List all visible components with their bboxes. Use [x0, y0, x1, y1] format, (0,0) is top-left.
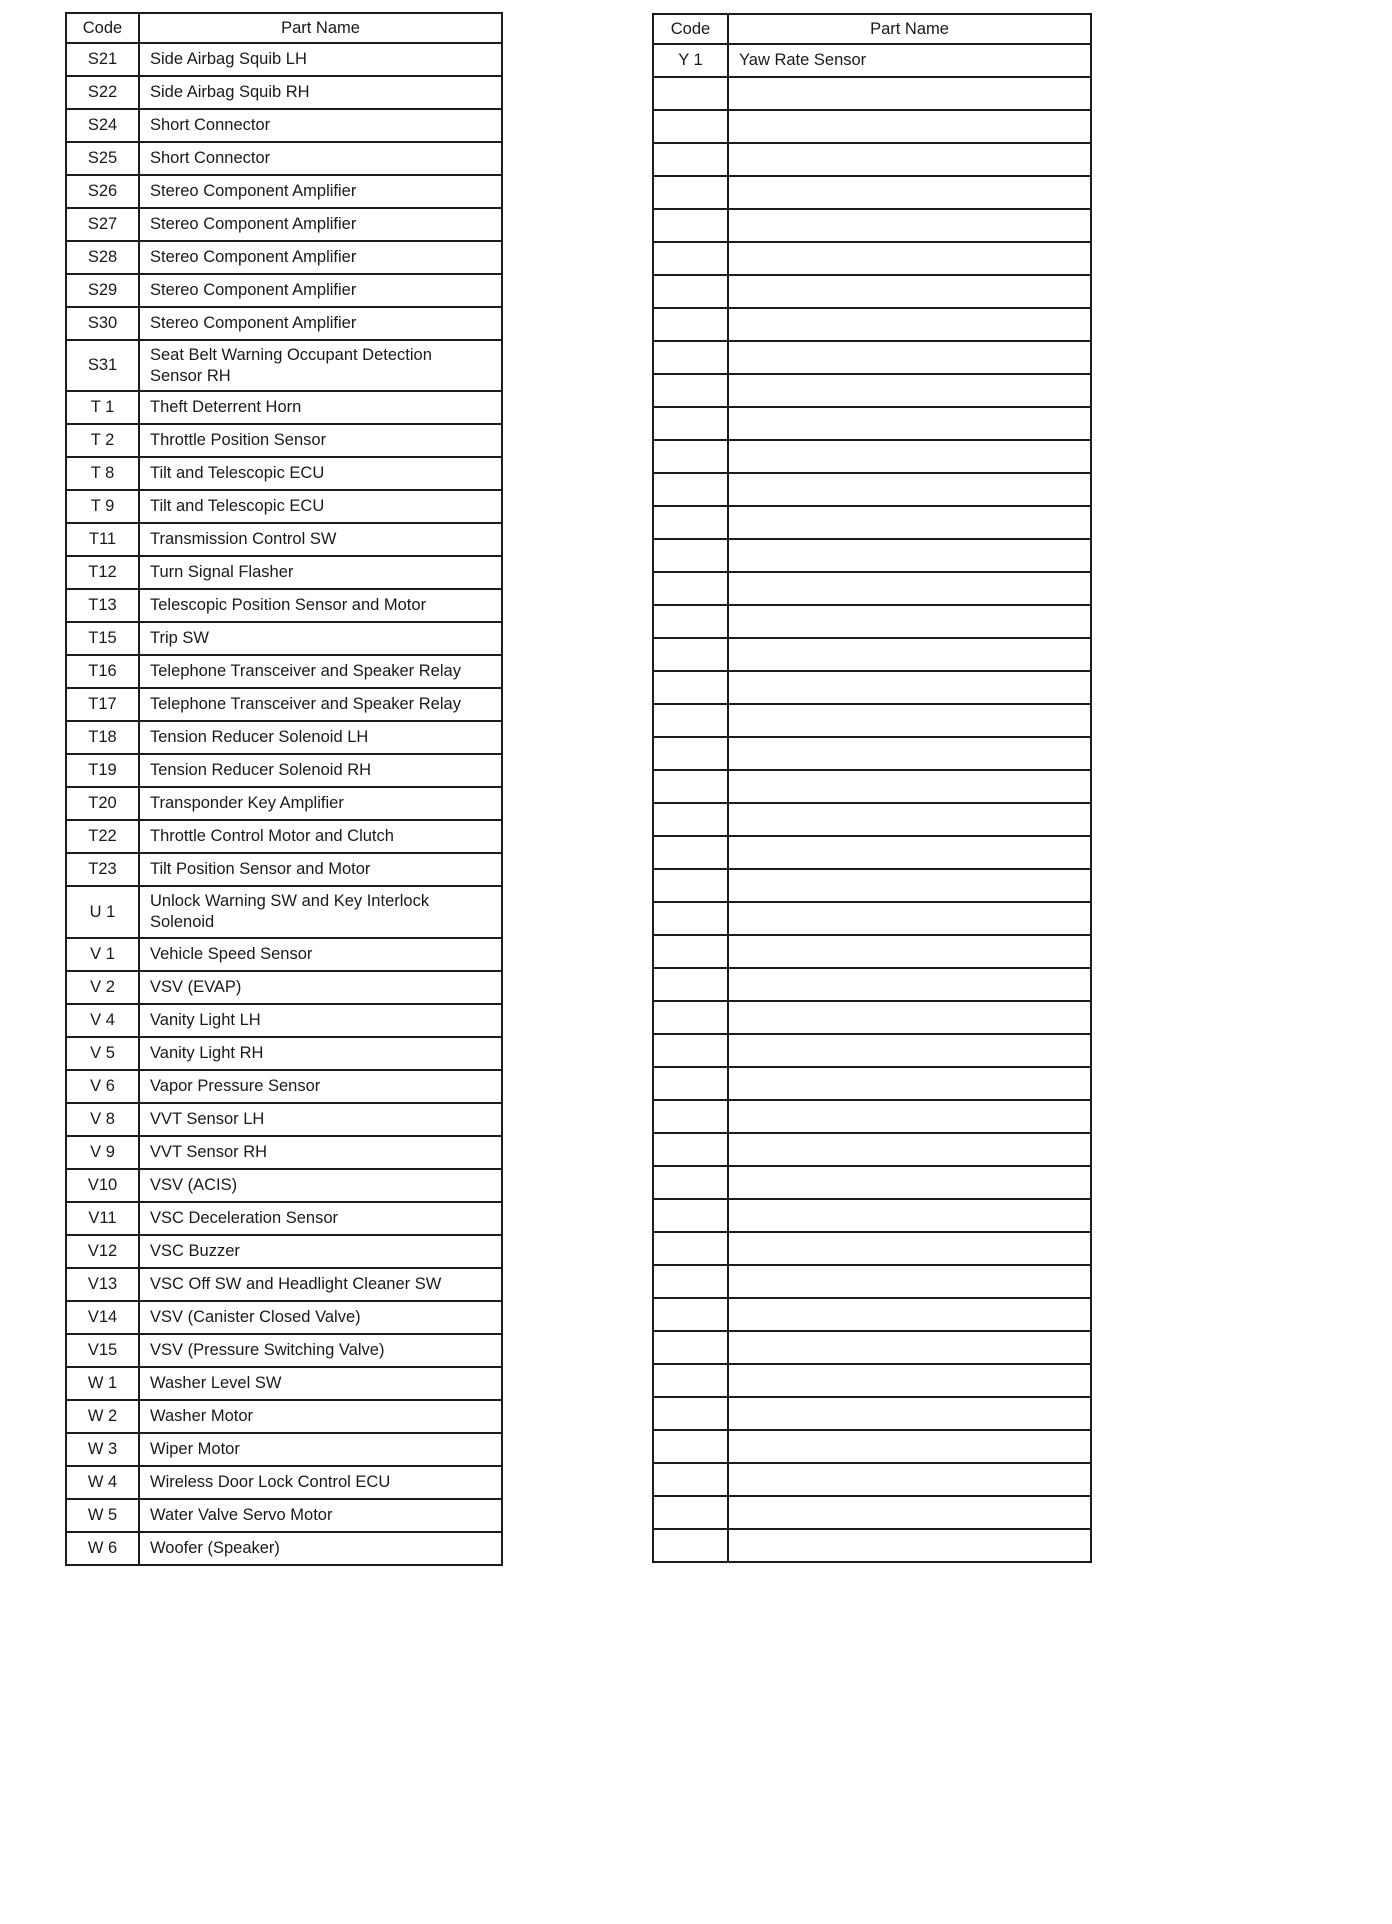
part-name-cell: Transmission Control SW [139, 523, 502, 556]
part-name-cell [728, 737, 1091, 770]
part-name-cell [728, 1265, 1091, 1298]
part-name-cell [728, 407, 1091, 440]
code-cell [653, 869, 728, 902]
empty-table-row [653, 1199, 1091, 1232]
table-row [66, 721, 502, 754]
code-cell: V14 [66, 1301, 139, 1334]
code-cell: V 5 [66, 1037, 139, 1070]
code-cell: T17 [66, 688, 139, 721]
empty-table-row [653, 143, 1091, 176]
part-name-cell: Water Valve Servo Motor [139, 1499, 502, 1532]
code-cell: T20 [66, 787, 139, 820]
code-cell [653, 242, 728, 275]
code-cell: T13 [66, 589, 139, 622]
table-row [66, 109, 502, 142]
table-row [653, 44, 1091, 77]
part-name-cell: Woofer (Speaker) [139, 1532, 502, 1565]
part-name-cell [728, 638, 1091, 671]
part-name-column-header: Part Name [728, 14, 1091, 44]
part-name-cell [728, 803, 1091, 836]
code-cell: T23 [66, 853, 139, 886]
part-name-cell [728, 275, 1091, 308]
empty-table-row [653, 1100, 1091, 1133]
code-cell: V 9 [66, 1136, 139, 1169]
table-row [66, 1169, 502, 1202]
table-row [66, 853, 502, 886]
code-cell [653, 671, 728, 704]
part-name-cell: Theft Deterrent Horn [139, 391, 502, 424]
header-row [653, 14, 1091, 44]
part-name-cell [728, 374, 1091, 407]
code-cell [653, 539, 728, 572]
code-cell [653, 902, 728, 935]
code-cell [653, 605, 728, 638]
code-cell: S24 [66, 109, 139, 142]
code-cell: V12 [66, 1235, 139, 1268]
table-row [66, 490, 502, 523]
part-name-cell [728, 1331, 1091, 1364]
part-name-cell [728, 308, 1091, 341]
part-name-cell: VSV (Pressure Switching Valve) [139, 1334, 502, 1367]
code-cell [653, 407, 728, 440]
empty-table-row [653, 374, 1091, 407]
empty-table-row [653, 935, 1091, 968]
header-row [66, 13, 502, 43]
code-cell: V13 [66, 1268, 139, 1301]
code-cell: T19 [66, 754, 139, 787]
part-name-cell: VSC Off SW and Headlight Cleaner SW [139, 1268, 502, 1301]
code-cell [653, 638, 728, 671]
table-row [66, 1367, 502, 1400]
empty-table-row [653, 209, 1091, 242]
code-cell: W 2 [66, 1400, 139, 1433]
code-cell [653, 1133, 728, 1166]
code-cell: S31 [66, 340, 139, 391]
empty-table-row [653, 506, 1091, 539]
part-name-cell: Tilt and Telescopic ECU [139, 490, 502, 523]
table-row [66, 1466, 502, 1499]
part-name-cell [728, 209, 1091, 242]
code-cell: V 8 [66, 1103, 139, 1136]
table-row [66, 556, 502, 589]
part-name-cell [728, 572, 1091, 605]
table-row [66, 688, 502, 721]
part-name-cell [728, 869, 1091, 902]
code-cell: T 2 [66, 424, 139, 457]
empty-table-row [653, 77, 1091, 110]
part-name-cell: Seat Belt Warning Occupant Detection Sensor RH [139, 340, 502, 391]
code-cell [653, 1397, 728, 1430]
empty-table-row [653, 1331, 1091, 1364]
empty-table-row [653, 1265, 1091, 1298]
table-row [66, 1433, 502, 1466]
part-name-cell: VSC Deceleration Sensor [139, 1202, 502, 1235]
part-name-cell [728, 1166, 1091, 1199]
empty-table-row [653, 572, 1091, 605]
part-name-cell [728, 473, 1091, 506]
parts-code-table-left [65, 12, 503, 1566]
part-name-cell: Telescopic Position Sensor and Motor [139, 589, 502, 622]
empty-table-row [653, 1529, 1091, 1562]
empty-table-row [653, 770, 1091, 803]
code-cell [653, 143, 728, 176]
part-name-cell: Stereo Component Amplifier [139, 274, 502, 307]
table-row [66, 1136, 502, 1169]
code-cell: S21 [66, 43, 139, 76]
code-cell: W 5 [66, 1499, 139, 1532]
code-cell [653, 935, 728, 968]
code-cell [653, 572, 728, 605]
empty-table-row [653, 308, 1091, 341]
code-cell: T 8 [66, 457, 139, 490]
code-cell [653, 1265, 728, 1298]
empty-table-row [653, 671, 1091, 704]
table-row [66, 820, 502, 853]
code-cell [653, 770, 728, 803]
code-cell: T 1 [66, 391, 139, 424]
code-cell [653, 1298, 728, 1331]
part-name-cell [728, 77, 1091, 110]
code-cell [653, 473, 728, 506]
code-cell [653, 440, 728, 473]
code-cell: V15 [66, 1334, 139, 1367]
code-cell [653, 1067, 728, 1100]
part-name-cell [728, 506, 1091, 539]
part-name-cell [728, 1430, 1091, 1463]
part-name-cell [728, 1034, 1091, 1067]
code-cell [653, 1364, 728, 1397]
part-name-cell: VVT Sensor LH [139, 1103, 502, 1136]
table-row [66, 76, 502, 109]
part-name-cell: VSC Buzzer [139, 1235, 502, 1268]
code-cell [653, 110, 728, 143]
code-cell: T15 [66, 622, 139, 655]
code-cell: W 6 [66, 1532, 139, 1565]
table-row [66, 589, 502, 622]
part-name-cell [728, 1100, 1091, 1133]
parts-code-table-right [652, 13, 1092, 1563]
empty-table-row [653, 1397, 1091, 1430]
empty-table-row [653, 836, 1091, 869]
part-name-cell: Vehicle Speed Sensor [139, 938, 502, 971]
part-name-cell: Side Airbag Squib LH [139, 43, 502, 76]
code-cell [653, 308, 728, 341]
table-row [66, 938, 502, 971]
code-cell [653, 1034, 728, 1067]
part-name-cell [728, 1001, 1091, 1034]
code-cell: T22 [66, 820, 139, 853]
code-cell: T18 [66, 721, 139, 754]
code-cell: V 6 [66, 1070, 139, 1103]
code-cell [653, 1331, 728, 1364]
empty-table-row [653, 902, 1091, 935]
part-name-cell: Wireless Door Lock Control ECU [139, 1466, 502, 1499]
part-name-cell: Vanity Light RH [139, 1037, 502, 1070]
table-row [66, 971, 502, 1004]
code-cell [653, 176, 728, 209]
part-name-cell: Tilt Position Sensor and Motor [139, 853, 502, 886]
code-cell [653, 1232, 728, 1265]
part-name-cell: VSV (EVAP) [139, 971, 502, 1004]
code-cell [653, 1529, 728, 1562]
empty-table-row [653, 1001, 1091, 1034]
code-cell [653, 77, 728, 110]
table-row [66, 1037, 502, 1070]
part-name-cell [728, 968, 1091, 1001]
table-row [66, 787, 502, 820]
part-name-cell: Stereo Component Amplifier [139, 175, 502, 208]
code-cell: S25 [66, 142, 139, 175]
part-name-column-header: Part Name [139, 13, 502, 43]
code-cell [653, 836, 728, 869]
table-row [66, 1235, 502, 1268]
part-name-cell: Throttle Control Motor and Clutch [139, 820, 502, 853]
table-body [66, 43, 502, 1565]
code-cell: S27 [66, 208, 139, 241]
part-name-cell [728, 143, 1091, 176]
code-cell: T 9 [66, 490, 139, 523]
empty-table-row [653, 968, 1091, 1001]
empty-table-row [653, 1067, 1091, 1100]
empty-table-row [653, 176, 1091, 209]
code-cell [653, 1496, 728, 1529]
code-cell [653, 341, 728, 374]
code-cell: V11 [66, 1202, 139, 1235]
part-name-cell [728, 1529, 1091, 1562]
code-cell [653, 737, 728, 770]
code-cell: S22 [66, 76, 139, 109]
code-cell: W 4 [66, 1466, 139, 1499]
empty-table-row [653, 1430, 1091, 1463]
part-name-cell: Yaw Rate Sensor [728, 44, 1091, 77]
empty-table-row [653, 1166, 1091, 1199]
part-name-cell: Telephone Transceiver and Speaker Relay [139, 655, 502, 688]
table-row [66, 523, 502, 556]
part-name-cell [728, 242, 1091, 275]
part-name-cell [728, 341, 1091, 374]
part-name-cell: Telephone Transceiver and Speaker Relay [139, 688, 502, 721]
part-name-cell: VSV (ACIS) [139, 1169, 502, 1202]
empty-table-row [653, 242, 1091, 275]
empty-table-row [653, 869, 1091, 902]
table-row [66, 1268, 502, 1301]
table-row [66, 142, 502, 175]
empty-table-row [653, 638, 1091, 671]
table-row [66, 424, 502, 457]
code-cell: T11 [66, 523, 139, 556]
empty-table-row [653, 737, 1091, 770]
table-row [66, 1334, 502, 1367]
code-cell: S28 [66, 241, 139, 274]
table-row [66, 1301, 502, 1334]
table-row [66, 1202, 502, 1235]
code-cell [653, 704, 728, 737]
code-cell [653, 1100, 728, 1133]
code-cell [653, 275, 728, 308]
part-name-cell [728, 1496, 1091, 1529]
part-name-cell: Short Connector [139, 142, 502, 175]
table-row [66, 43, 502, 76]
table-body [653, 44, 1091, 1562]
part-name-cell [728, 671, 1091, 704]
table-row [66, 1400, 502, 1433]
table-row [66, 1532, 502, 1565]
part-name-cell: Stereo Component Amplifier [139, 307, 502, 340]
table-row [66, 754, 502, 787]
empty-table-row [653, 1232, 1091, 1265]
code-cell: S29 [66, 274, 139, 307]
table-row [66, 1499, 502, 1532]
code-cell: T12 [66, 556, 139, 589]
code-cell [653, 374, 728, 407]
empty-table-row [653, 605, 1091, 638]
part-name-cell: Unlock Warning SW and Key Interlock Solenoid [139, 886, 502, 937]
empty-table-row [653, 341, 1091, 374]
part-name-cell [728, 176, 1091, 209]
part-name-cell: Washer Motor [139, 1400, 502, 1433]
part-name-cell [728, 1397, 1091, 1430]
part-name-cell: Stereo Component Amplifier [139, 241, 502, 274]
code-cell: T16 [66, 655, 139, 688]
code-cell: Y 1 [653, 44, 728, 77]
code-cell [653, 209, 728, 242]
code-cell [653, 803, 728, 836]
part-name-cell [728, 1364, 1091, 1397]
code-column-header: Code [653, 14, 728, 44]
code-cell: V 2 [66, 971, 139, 1004]
code-cell: S30 [66, 307, 139, 340]
empty-table-row [653, 1496, 1091, 1529]
empty-table-row [653, 1463, 1091, 1496]
empty-table-row [653, 704, 1091, 737]
part-name-cell [728, 605, 1091, 638]
table-row [66, 307, 502, 340]
code-cell [653, 1430, 728, 1463]
table-row [66, 391, 502, 424]
code-cell: W 3 [66, 1433, 139, 1466]
table-row [66, 886, 502, 937]
part-name-cell [728, 1232, 1091, 1265]
part-name-cell: Vanity Light LH [139, 1004, 502, 1037]
table-row [66, 1103, 502, 1136]
part-name-cell [728, 1463, 1091, 1496]
table-row [66, 1004, 502, 1037]
part-name-cell: Wiper Motor [139, 1433, 502, 1466]
code-cell: U 1 [66, 886, 139, 937]
part-name-cell [728, 1133, 1091, 1166]
empty-table-row [653, 803, 1091, 836]
part-name-cell [728, 770, 1091, 803]
part-name-cell: Washer Level SW [139, 1367, 502, 1400]
code-cell: S26 [66, 175, 139, 208]
table-row [66, 208, 502, 241]
code-column-header: Code [66, 13, 139, 43]
part-name-cell: VVT Sensor RH [139, 1136, 502, 1169]
empty-table-row [653, 110, 1091, 143]
empty-table-row [653, 1034, 1091, 1067]
part-name-cell [728, 1067, 1091, 1100]
part-name-cell: Tension Reducer Solenoid RH [139, 754, 502, 787]
table-row [66, 655, 502, 688]
table-row [66, 622, 502, 655]
code-cell: V 4 [66, 1004, 139, 1037]
part-name-cell: Side Airbag Squib RH [139, 76, 502, 109]
part-name-cell [728, 935, 1091, 968]
part-name-cell [728, 539, 1091, 572]
part-name-cell: Trip SW [139, 622, 502, 655]
part-name-cell: Stereo Component Amplifier [139, 208, 502, 241]
empty-table-row [653, 1298, 1091, 1331]
code-cell [653, 1199, 728, 1232]
code-cell [653, 1463, 728, 1496]
part-name-cell [728, 1298, 1091, 1331]
part-name-cell: Throttle Position Sensor [139, 424, 502, 457]
empty-table-row [653, 1364, 1091, 1397]
empty-table-row [653, 539, 1091, 572]
table-row [66, 241, 502, 274]
part-name-cell [728, 440, 1091, 473]
part-name-cell: Vapor Pressure Sensor [139, 1070, 502, 1103]
code-cell [653, 506, 728, 539]
part-name-cell: Short Connector [139, 109, 502, 142]
part-name-cell [728, 902, 1091, 935]
empty-table-row [653, 407, 1091, 440]
part-name-cell [728, 704, 1091, 737]
empty-table-row [653, 1133, 1091, 1166]
code-cell: V 1 [66, 938, 139, 971]
part-name-cell [728, 1199, 1091, 1232]
code-cell [653, 968, 728, 1001]
part-name-cell: Transponder Key Amplifier [139, 787, 502, 820]
part-name-cell: Turn Signal Flasher [139, 556, 502, 589]
table-row [66, 274, 502, 307]
code-cell [653, 1166, 728, 1199]
table-row [66, 1070, 502, 1103]
part-name-cell: VSV (Canister Closed Valve) [139, 1301, 502, 1334]
code-cell: W 1 [66, 1367, 139, 1400]
part-name-cell [728, 836, 1091, 869]
empty-table-row [653, 275, 1091, 308]
part-name-cell [728, 110, 1091, 143]
table-row [66, 175, 502, 208]
part-name-cell: Tilt and Telescopic ECU [139, 457, 502, 490]
empty-table-row [653, 440, 1091, 473]
table-row [66, 457, 502, 490]
table-row [66, 340, 502, 391]
empty-table-row [653, 473, 1091, 506]
code-cell [653, 1001, 728, 1034]
part-name-cell: Tension Reducer Solenoid LH [139, 721, 502, 754]
code-cell: V10 [66, 1169, 139, 1202]
